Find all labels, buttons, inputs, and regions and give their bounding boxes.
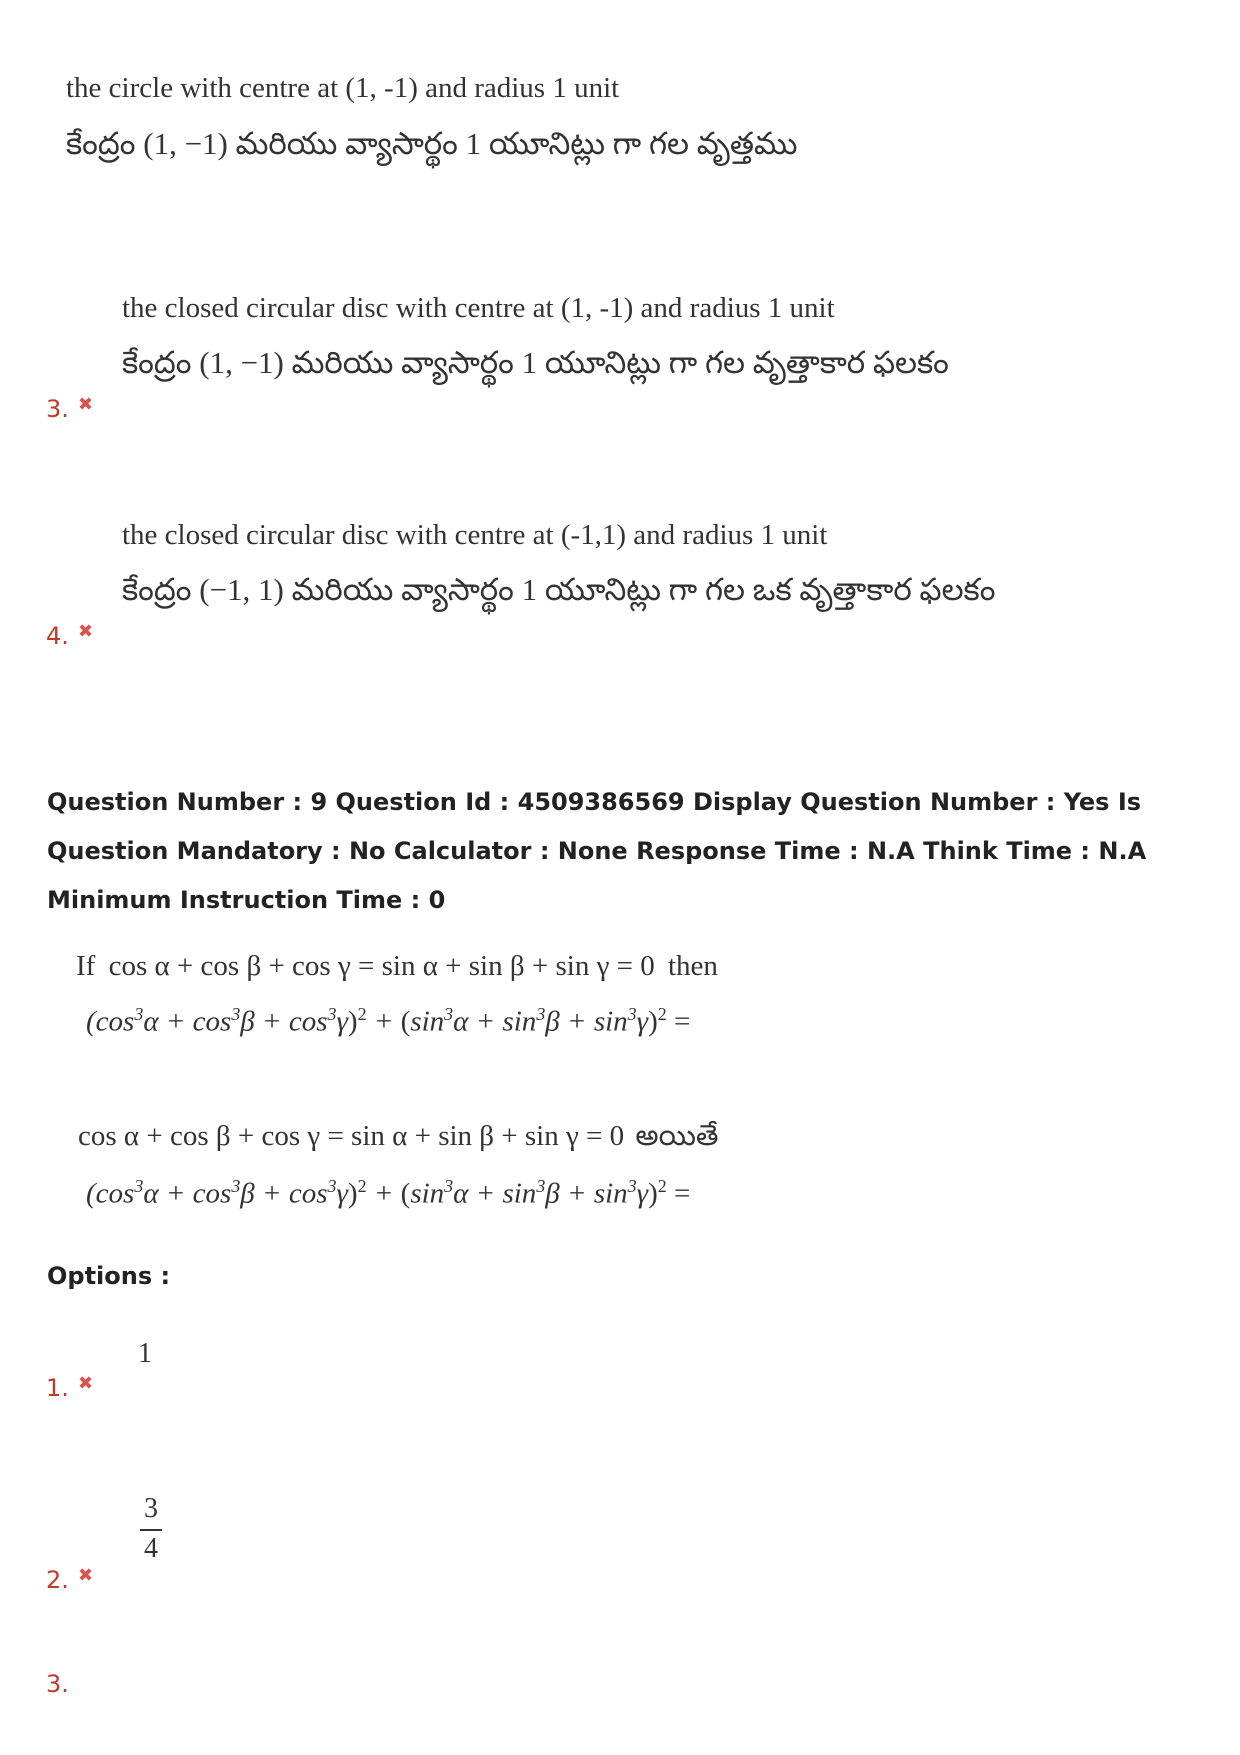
option4-number: 4. bbox=[46, 622, 69, 650]
wrong-mark-icon: ✖ bbox=[78, 394, 94, 415]
fraction-numerator: 3 bbox=[144, 1493, 158, 1524]
then-word-telugu: అయితే bbox=[635, 1120, 719, 1152]
option3-number: 3. bbox=[46, 395, 69, 423]
question-expression-telugu: $(\cos^3\alpha + \cos^3\beta + \cos^3\gamma)^2 + (\sin^3\alpha + \sin^3\beta + \sin^3\gamma)^2$ = bbox=[86, 1176, 691, 1210]
option4-telugu-text: కేంద్రం (−1, 1) మరియు వ్యాసార్థం 1 యూనిట్లు గా గల ఒక వృత్తాకార ఫలకం bbox=[122, 572, 996, 607]
option2-fraction bbox=[140, 1493, 162, 1565]
question-info: Question Number : 9 Question Id : 4509386569 Display Question Number : Yes Is Question Mandatory : No Calculator : None Response Time : N.A Think Time : N.A Minimum Instruction Time : 0 bbox=[47, 788, 1147, 914]
condition-expression-telugu: cos α + cos β + cos γ = sin α + sin β + sin γ = 0 bbox=[78, 1120, 625, 1152]
if-word: If bbox=[76, 950, 96, 982]
option2-telugu-text: కేంద్రం (1, −1) మరియు వ్యాసార్థం 1 యూనిట్లు గా గల వృత్తము bbox=[66, 126, 798, 161]
option4-english-text: the closed circular disc with centre at (-1,1) and radius 1 unit bbox=[122, 519, 828, 551]
condition-expression: cos α + cos β + cos γ = sin α + sin β + sin γ = 0 bbox=[108, 950, 655, 982]
option2-english-text: the circle with centre at (1, -1) and radius 1 unit bbox=[66, 72, 620, 104]
wrong-mark-icon: ✖ bbox=[78, 1565, 94, 1586]
option1-value: 1 bbox=[138, 1338, 152, 1369]
option3-english-text: the closed circular disc with centre at (1, -1) and radius 1 unit bbox=[122, 292, 835, 324]
option1-number: 1. bbox=[46, 1374, 69, 1402]
option3-telugu-text: కేంద్రం (1, −1) మరియు వ్యాసార్థం 1 యూనిట్లు గా గల వృత్తాకార ఫలకం bbox=[122, 345, 949, 380]
then-word: then bbox=[668, 950, 718, 982]
wrong-mark-icon: ✖ bbox=[78, 621, 94, 642]
question-english-line1 bbox=[76, 950, 718, 983]
option2-number: 2. bbox=[46, 1566, 69, 1594]
options-label: Options : bbox=[47, 1262, 171, 1290]
fraction-denominator: 4 bbox=[144, 1533, 158, 1564]
question-telugu-line1 bbox=[78, 1120, 718, 1160]
option3-number-new: 3. bbox=[46, 1670, 69, 1698]
question-expression-english: $(\cos^3\alpha + \cos^3\beta + \cos^3\gamma)^2 + (\sin^3\alpha + \sin^3\beta + \sin^3\gamma)^2$ = bbox=[86, 1004, 691, 1038]
wrong-mark-icon: ✖ bbox=[78, 1373, 94, 1394]
fraction-bar bbox=[140, 1529, 162, 1531]
